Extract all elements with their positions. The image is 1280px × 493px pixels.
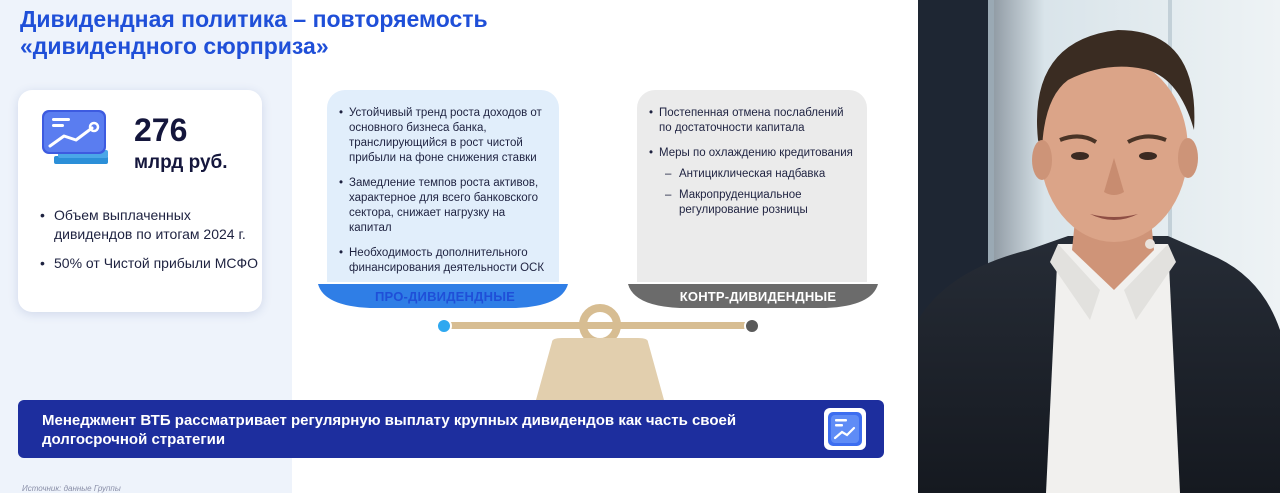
contra-dividend-label: КОНТР-ДИВИДЕНДНЫЕ — [679, 289, 837, 304]
pro-dividend-label: ПРО-ДИВИДЕНДНЫЕ — [375, 289, 515, 304]
stat-card — [18, 90, 262, 312]
speaker-video-photo — [918, 0, 1280, 493]
strategy-banner — [18, 400, 884, 458]
pro-item: • Необходимость дополнительного финансирования деятельности ОСК — [341, 246, 549, 276]
stat-bullet: • Объем выплаченных дивидендов по итогам 2024 г. — [38, 206, 262, 244]
pro-item: • Замедление темпов роста активов, характерное для всего банковского сектора, снижает нагрузку на капитал — [341, 176, 549, 236]
contra-item: • Постепенная отмена послаблений по достаточности капитала — [651, 106, 857, 136]
stat-value: 276 — [134, 112, 188, 148]
slide-title: Дивидендная политика – повторяемость «дивидендного сюрприза» — [20, 6, 488, 59]
banner-text: Менеджмент ВТБ рассматривает регулярную выплату крупных дивидендов как часть своей долгосрочной стратегии — [42, 412, 737, 448]
stat-bullets — [38, 206, 262, 283]
pro-dividend-panel — [327, 90, 559, 282]
source-footnote: Источник: данные Группы — [22, 484, 121, 493]
contra-subitem: – Макропруденциальное регулирование розницы — [651, 188, 857, 218]
stat-bullet: • 50% от Чистой прибыли МСФО — [38, 254, 262, 273]
contra-subitem: – Антициклическая надбавка — [651, 167, 857, 182]
stat-unit: млрд руб. — [134, 152, 228, 173]
contra-item: • Меры по охлаждению кредитования — [651, 146, 857, 161]
report-chart-icon — [823, 407, 867, 451]
contra-dividend-panel — [637, 90, 867, 282]
growth-chart-icon — [40, 108, 122, 174]
pro-item: • Устойчивый тренд роста доходов от основного бизнеса банка, транслирующийся в рост чистой прибыли на фоне снижения ставки — [341, 106, 549, 166]
